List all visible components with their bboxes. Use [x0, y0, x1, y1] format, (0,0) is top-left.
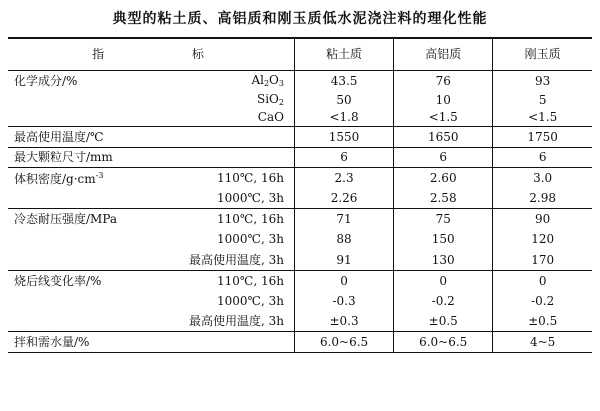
table-cell: 130: [394, 250, 493, 271]
table-row: [8, 229, 592, 250]
table-cell: 50: [294, 91, 393, 109]
table-cell: 71: [294, 209, 393, 230]
row-condition: 1000℃, 3h: [217, 232, 284, 247]
table-row: [8, 209, 592, 230]
table-cell: <1.8: [294, 109, 393, 127]
row-condition: SiO$_2$: [256, 91, 284, 107]
table-cell: 6: [394, 147, 493, 168]
table-cell: ±0.5: [394, 311, 493, 332]
table-cell: -0.2: [394, 291, 493, 312]
row-label: [8, 91, 156, 109]
row-label: 体积密度$/g\cdot cm^{-3}$: [14, 170, 104, 186]
table-cell: 93: [493, 70, 592, 91]
row-label: [8, 291, 156, 312]
header-row: [8, 38, 592, 70]
table-cell: 4~5: [493, 332, 592, 353]
table-cell: 2.60: [394, 168, 493, 189]
table-cell: 0: [394, 270, 493, 291]
row-condition: 110℃, 16h: [217, 273, 284, 288]
table-body: [8, 70, 592, 352]
table-cell: 88: [294, 229, 393, 250]
table-title: 典型的粘土质、高铝质和刚玉质低水泥浇注料的理化性能: [112, 11, 488, 27]
row-label: 冷态耐压强度/MPa: [14, 212, 118, 226]
table-cell: 170: [493, 250, 592, 271]
row-label: 化学成分/%: [14, 73, 78, 88]
table-cell: 1550: [294, 127, 393, 148]
table-cell: -0.2: [493, 291, 592, 312]
row-condition: [156, 127, 294, 148]
table-cell: ±0.3: [294, 311, 393, 332]
row-condition: 最高使用温度, 3h: [156, 311, 294, 332]
table-cell: 43.5: [294, 70, 393, 91]
table-cell: 3.0: [493, 168, 592, 189]
table-cell: 10: [394, 91, 493, 109]
table-row: [8, 332, 592, 353]
row-condition: [156, 332, 294, 353]
row-label: [8, 109, 156, 127]
row-condition: 1000℃, 3h: [217, 293, 284, 308]
table-cell: 0: [294, 270, 393, 291]
row-label: [8, 250, 156, 271]
table-cell: 6.0~6.5: [394, 332, 493, 353]
table-row: [8, 291, 592, 312]
table-cell: 1650: [394, 127, 493, 148]
row-label: [8, 188, 156, 209]
table-cell: 2.58: [394, 188, 493, 209]
table-row: [8, 127, 592, 148]
table-cell: 5: [493, 91, 592, 109]
table-cell: 2.98: [493, 188, 592, 209]
table-cell: 120: [493, 229, 592, 250]
table-cell: 2.26: [294, 188, 393, 209]
table-row: [8, 311, 592, 332]
table-row: [8, 270, 592, 291]
table-row: [8, 188, 592, 209]
table-cell: 90: [493, 209, 592, 230]
row-condition: CaO: [156, 109, 294, 127]
table-row: [8, 91, 592, 109]
table-cell: -0.3: [294, 291, 393, 312]
table-row: [8, 168, 592, 189]
row-label: 烧后线变化率/%: [14, 273, 102, 288]
table-cell: 6: [493, 147, 592, 168]
row-condition: 最高使用温度, 3h: [156, 250, 294, 271]
table-cell: 0: [493, 270, 592, 291]
column-header-clay: 粘土质: [294, 38, 393, 70]
table-row: [8, 109, 592, 127]
table-cell: 1750: [493, 127, 592, 148]
table-cell: ±0.5: [493, 311, 592, 332]
table-cell: 6.0~6.5: [294, 332, 393, 353]
table-cell: 6: [294, 147, 393, 168]
table-row: [8, 147, 592, 168]
column-header-corundum: 刚玉质: [493, 38, 592, 70]
table-cell: 75: [394, 209, 493, 230]
table-cell: 76: [394, 70, 493, 91]
row-label: [8, 229, 156, 250]
properties-table: [8, 37, 592, 353]
table-row: [8, 250, 592, 271]
row-label: 最大颗粒尺寸/mm: [8, 147, 156, 168]
row-condition: 110℃, 16h: [217, 171, 284, 185]
column-header-high-alumina: 高铝质: [394, 38, 493, 70]
table-cell: <1.5: [493, 109, 592, 127]
table-cell: 91: [294, 250, 393, 271]
row-condition: [156, 147, 294, 168]
table-row: [8, 70, 592, 91]
table-cell: 2.3: [294, 168, 393, 189]
row-label: 最高使用温度/℃: [8, 127, 156, 148]
row-condition: 110℃, 16h: [217, 212, 284, 226]
row-label: [8, 311, 156, 332]
index-header: 指 标: [8, 38, 294, 70]
table-cell: 150: [394, 229, 493, 250]
row-condition: $Al_2O_3$: [251, 72, 284, 88]
row-condition: 1000℃, 3h: [156, 188, 294, 209]
row-label: 拌和需水量/%: [8, 332, 156, 353]
table-cell: <1.5: [394, 109, 493, 127]
